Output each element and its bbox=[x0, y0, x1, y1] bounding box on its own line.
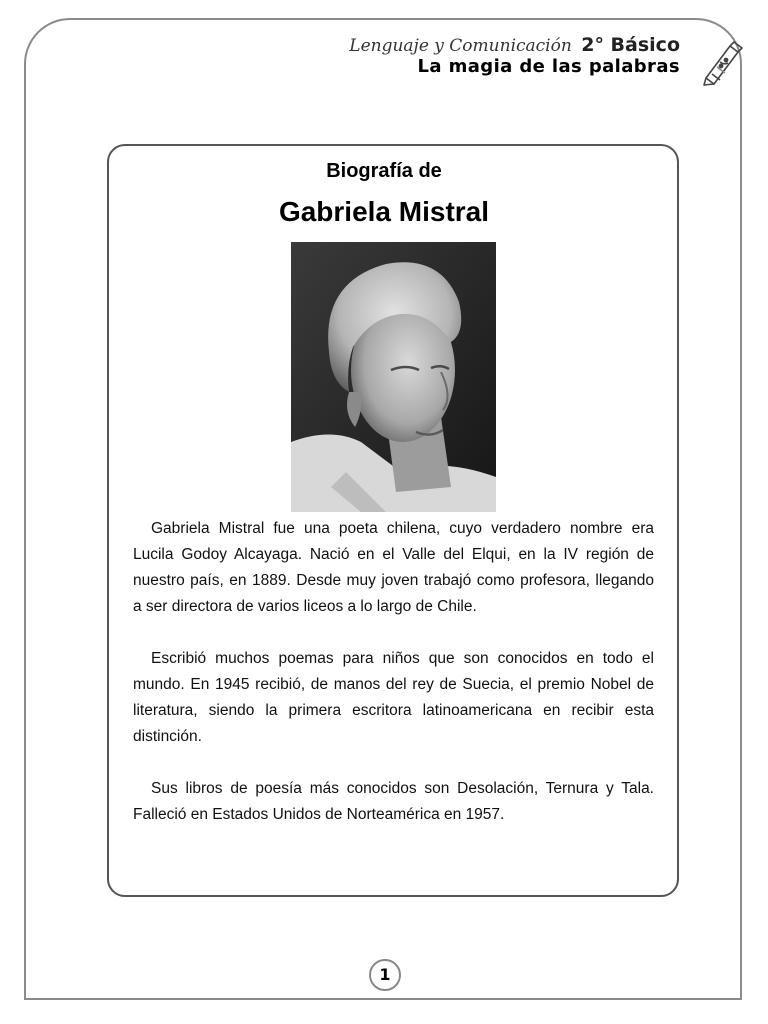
header-grade: 2° Básico bbox=[581, 34, 680, 56]
paragraph: Gabriela Mistral fue una poeta chilena, cuyo verdadero nombre era Lucila Godoy Alcayaga. Nació en el Valle del Elqui, en la IV región de nuestro país, en 1889. Desde muy joven trabajó como profesora, llegando a ser directora de varios liceos a lo largo de Chile. bbox=[133, 520, 654, 615]
page-number: 1 bbox=[369, 959, 401, 991]
page-header bbox=[349, 36, 680, 76]
header-subject: Lenguaje y Comunicación bbox=[349, 36, 572, 56]
pencil-icon bbox=[700, 40, 744, 86]
header-subject-line bbox=[349, 36, 680, 55]
biography-text bbox=[133, 516, 654, 854]
header-book-title: La magia de las palabras bbox=[417, 56, 680, 77]
biography-title: Gabriela Mistral bbox=[278, 196, 490, 227]
paragraph: Sus libros de poesía más conocidos son Desolación, Ternura y Tala. Falleció en Estados Unidos de Norteamérica en 1957. bbox=[133, 780, 654, 823]
biography-subtitle: Biografía de bbox=[326, 160, 442, 182]
paragraph: Escribió muchos poemas para niños que son conocidos en todo el mundo. En 1945 recibió, de manos del rey de Suecia, el premio Nobel de literatura, siendo la primera escritora latinoamericana en recibir esta distinción. bbox=[133, 650, 654, 745]
portrait-photo bbox=[291, 242, 496, 512]
